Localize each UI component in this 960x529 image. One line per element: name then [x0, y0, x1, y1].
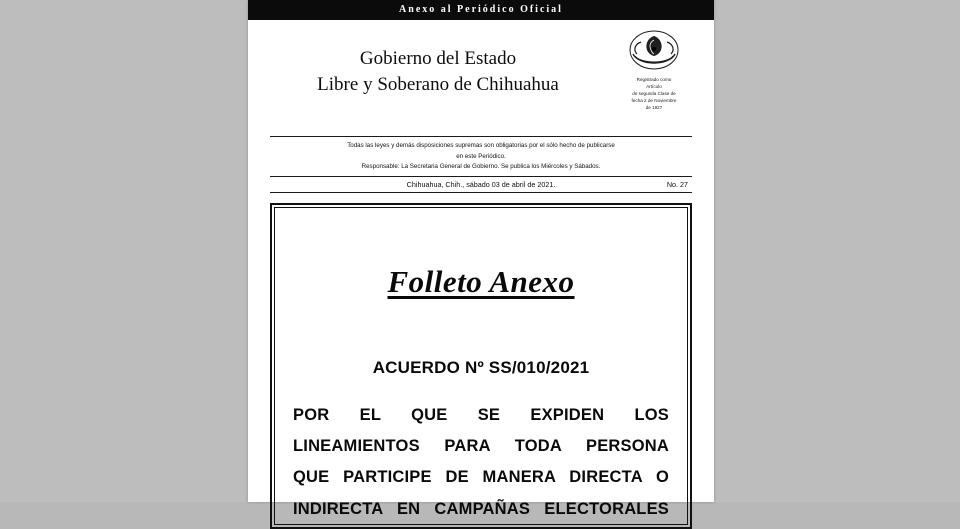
document-page	[248, 0, 714, 518]
viewer-gutter-right	[714, 0, 960, 502]
legal-notice-line-3: Responsable: La Secretaria General de Gobierno. Se publica los Miércoles y Sábados.	[361, 163, 601, 171]
seal-caption-line-2: Artículo	[646, 83, 662, 89]
acuerdo-description-line-3: QUE PARTICIPE DE MANERA DIRECTA O	[293, 468, 669, 487]
seal-caption	[612, 77, 696, 111]
seal-caption-line-4: fecha 2 de Noviembre	[631, 97, 677, 103]
government-title-line-2: Libre y Soberano de Chihuahua	[317, 73, 559, 95]
seal-caption-line-3: de segunda Clase de	[632, 90, 676, 96]
acuerdo-description-line-4: INDIRECTA EN CAMPAÑAS ELECTORALES	[293, 499, 669, 518]
dateline-bar	[270, 176, 692, 193]
seal-caption-line-5: de 1927	[645, 104, 663, 110]
government-title-line-1: Gobierno del Estado	[359, 48, 517, 69]
acuerdo-description	[291, 400, 671, 525]
seal-caption-line-1: Registrado como	[636, 77, 672, 82]
acuerdo-description-line-1: POR EL QUE SE EXPIDEN LOS	[293, 405, 669, 424]
legal-notice-line-1: Todas las leyes y demás disposiciones supremas son obligatorias por el sólo hecho de publicarse	[347, 142, 615, 149]
masthead-text: Anexo al Periódico Oficial	[399, 4, 563, 15]
acuerdo-description-line-2: LINEAMIENTOS PARA TODA PERSONA	[293, 436, 669, 455]
cover-frame-inner	[274, 207, 688, 525]
legal-notice-line-2: en este Periódico.	[456, 152, 506, 160]
acuerdo-number: ACUERDO Nº SS/010/2021	[372, 357, 590, 377]
cover-frame	[270, 203, 692, 529]
masthead-banner	[248, 0, 714, 20]
dateline-text: Chihuahua, Chih., sábado 03 de abril de 2021.	[406, 179, 556, 189]
issue-number: No. 27	[666, 179, 688, 189]
viewer-gutter-left	[0, 0, 248, 502]
folleto-title: Folleto Anexo	[387, 263, 575, 299]
legal-notice	[248, 137, 714, 176]
document-header	[248, 20, 714, 132]
seal-block	[612, 28, 696, 111]
mexican-coat-of-arms-icon	[621, 28, 687, 74]
